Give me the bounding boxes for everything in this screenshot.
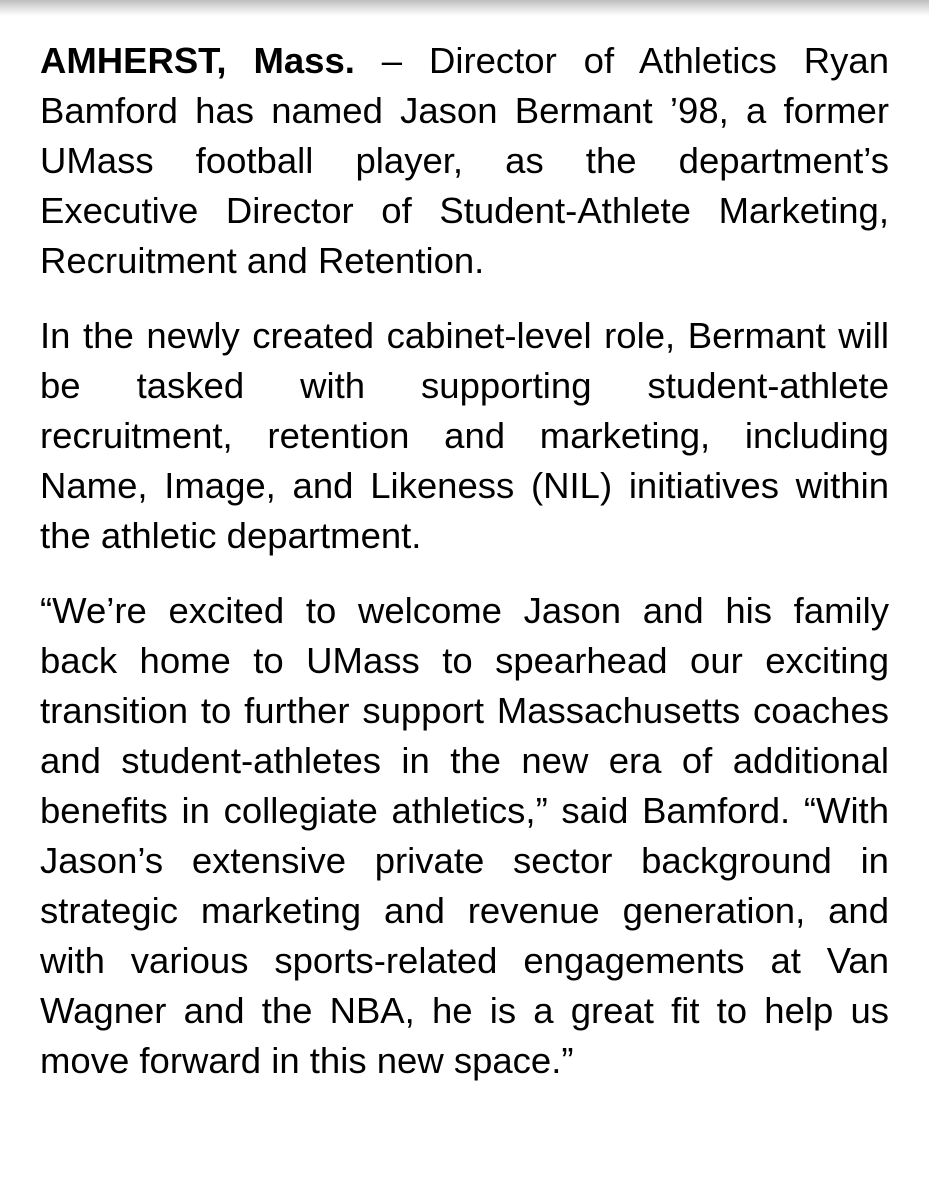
paragraph-1-text: – Director of Athletics Ryan Bamford has named Jason Bermant ’98, a former UMass football player, as the department’s Executive Director of Student-Athlete Marketing, Recruitment and Retention. bbox=[40, 40, 889, 281]
dateline: AMHERST, Mass. bbox=[40, 40, 355, 81]
article-body bbox=[40, 36, 889, 1111]
paragraph-1 bbox=[40, 36, 889, 286]
paragraph-3: “We’re excited to welcome Jason and his family back home to UMass to spearhead our exciting transition to further support Massachusetts coaches and student-athletes in the new era of additional benefits in collegiate athletics,” said Bamford. “With Jason’s extensive private sector background in strategic marketing and revenue generation, and with various sports-related engagements at Van Wagner and the NBA, he is a great fit to help us move forward in this new space.” bbox=[40, 590, 889, 1081]
top-shadow-divider bbox=[0, 0, 929, 16]
paragraph-2: In the newly created cabinet-level role, Bermant will be tasked with supporting student-athlete recruitment, retention and marketing, including Name, Image, and Likeness (NIL) initiatives within the athletic department. bbox=[40, 315, 889, 556]
